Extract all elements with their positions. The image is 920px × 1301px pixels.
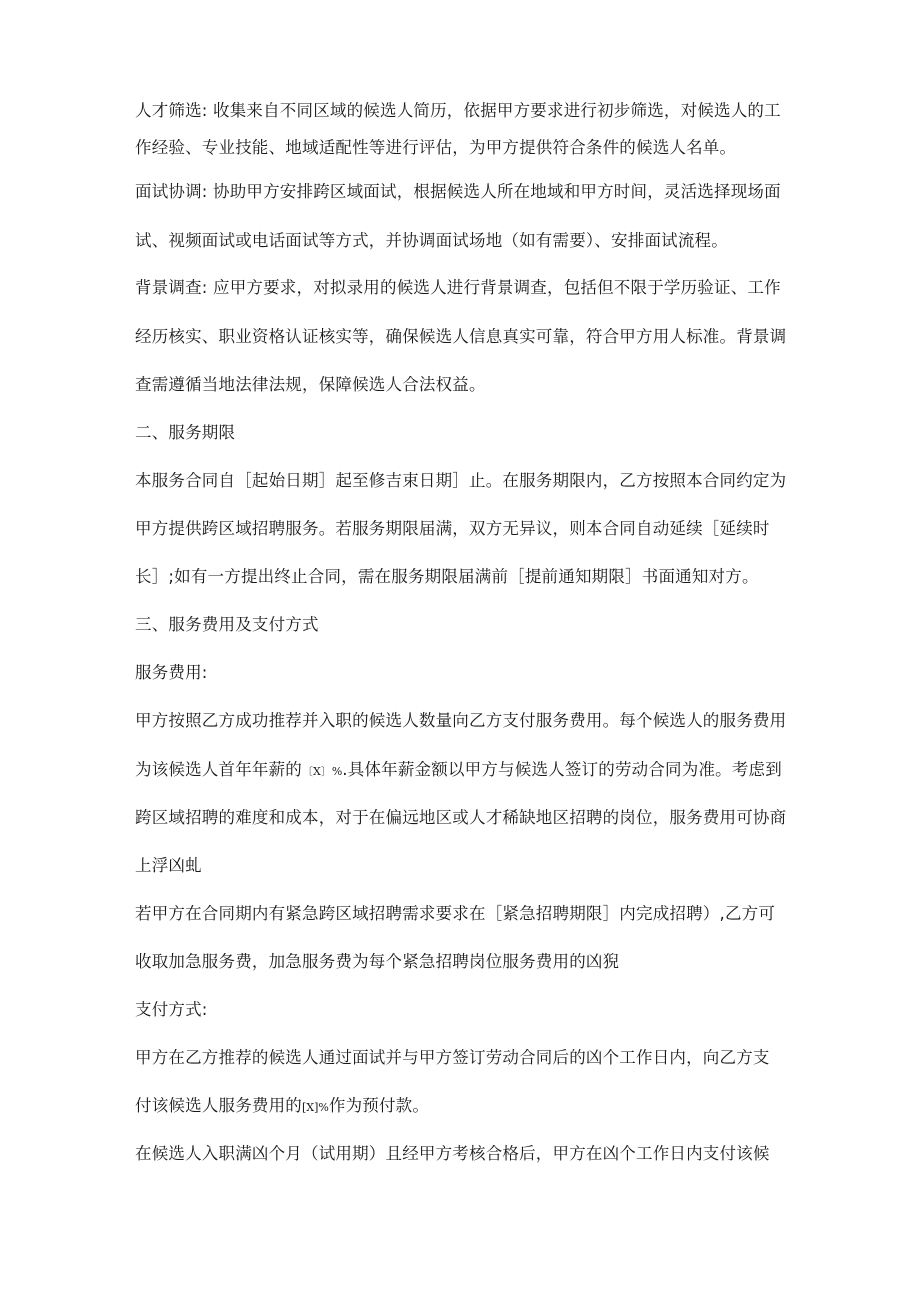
text-line: 背景调查: 应甲方要求，对拟录用的候选人进行背景调查，包括但不限于学历验证、工作 bbox=[135, 278, 781, 297]
text-line: 经历核实、职业资格认证核实等，确保候选人信息真实可靠，符合甲方用人标准。背景调 bbox=[135, 327, 787, 346]
text-line: 作经验、专业技能、地域适配性等进行评估，为甲方提供符合条件的候选人名单。 bbox=[135, 138, 737, 157]
text-line bbox=[135, 1095, 429, 1119]
text-line bbox=[135, 759, 782, 783]
text-line: 查需遵循当地法律法规，保障候选人合法权益。 bbox=[135, 375, 486, 394]
percent-placeholder: 〔X〕% bbox=[302, 765, 343, 778]
text-line: 甲方在乙方推荐的候选人通过面试并与甲方签订劳动合同后的凶个工作日内，向乙方支 bbox=[135, 1048, 770, 1067]
subheading: 服务费用: bbox=[135, 663, 208, 682]
text-line: 本服务合同自［起始日期］起至修吉束日期］止。在服务期限内，乙方按照本合同约定为 bbox=[135, 471, 787, 490]
text-segment: 为该候选人首年年薪的 bbox=[135, 760, 302, 779]
text-line: 甲方按照乙方成功推荐并入职的候选人数量向乙方支付服务费用。每个候选人的服务费用 bbox=[135, 711, 787, 730]
text-line: 面试协调: 协助甲方安排跨区域面试，根据候选人所在地域和甲方时间，灵活选择现场面 bbox=[135, 182, 781, 201]
text-line: 甲方提供跨区域招聘服务。若服务期限届满，双方无异议，则本合同自动延续［延续时 bbox=[135, 519, 770, 538]
text-line: 收取加急服务费，加急服务费为每个紧急招聘岗位服务费用的凶猊 bbox=[135, 952, 620, 971]
text-line: 试、视频面试或电话面试等方式，并协调面试场地（如有需要）、安排面试流程。 bbox=[135, 231, 728, 250]
subheading: 支付方式: bbox=[135, 1000, 208, 1019]
section-heading: 三、服务费用及支付方式 bbox=[135, 615, 319, 634]
section-heading: 二、服务期限 bbox=[135, 423, 236, 442]
text-line: 上浮凶虬 bbox=[135, 856, 202, 875]
text-line: 若甲方在合同期内有紧急跨区域招聘需求要求在［紧急招聘期限］内完成招聘）,乙方可 bbox=[135, 904, 776, 923]
text-line: 在候选人入职满凶个月（试用期）且经甲方考核合格后，甲方在凶个工作日内支付该候 bbox=[135, 1144, 770, 1163]
text-segment: 作为预付款。 bbox=[328, 1096, 430, 1115]
text-line: 跨区域招聘的难度和成本，对于在偏远地区或人才稀缺地区招聘的岗位，服务费用可协商 bbox=[135, 808, 787, 827]
text-line: 人才筛选: 收集来自不同区域的候选人简历，依据甲方要求进行初步筛选，对候选人的工 bbox=[135, 101, 781, 120]
percent-placeholder: [X]% bbox=[302, 1101, 329, 1114]
text-segment: .具体年薪金额以甲方与候选人签订的劳动合同为准。考虑到 bbox=[342, 760, 782, 779]
text-segment: 付该候选人服务费用的 bbox=[135, 1096, 302, 1115]
text-line: 长］;如有一方提出终止合同，需在服务期限届满前［提前通知期限］书面通知对方。 bbox=[135, 567, 759, 586]
